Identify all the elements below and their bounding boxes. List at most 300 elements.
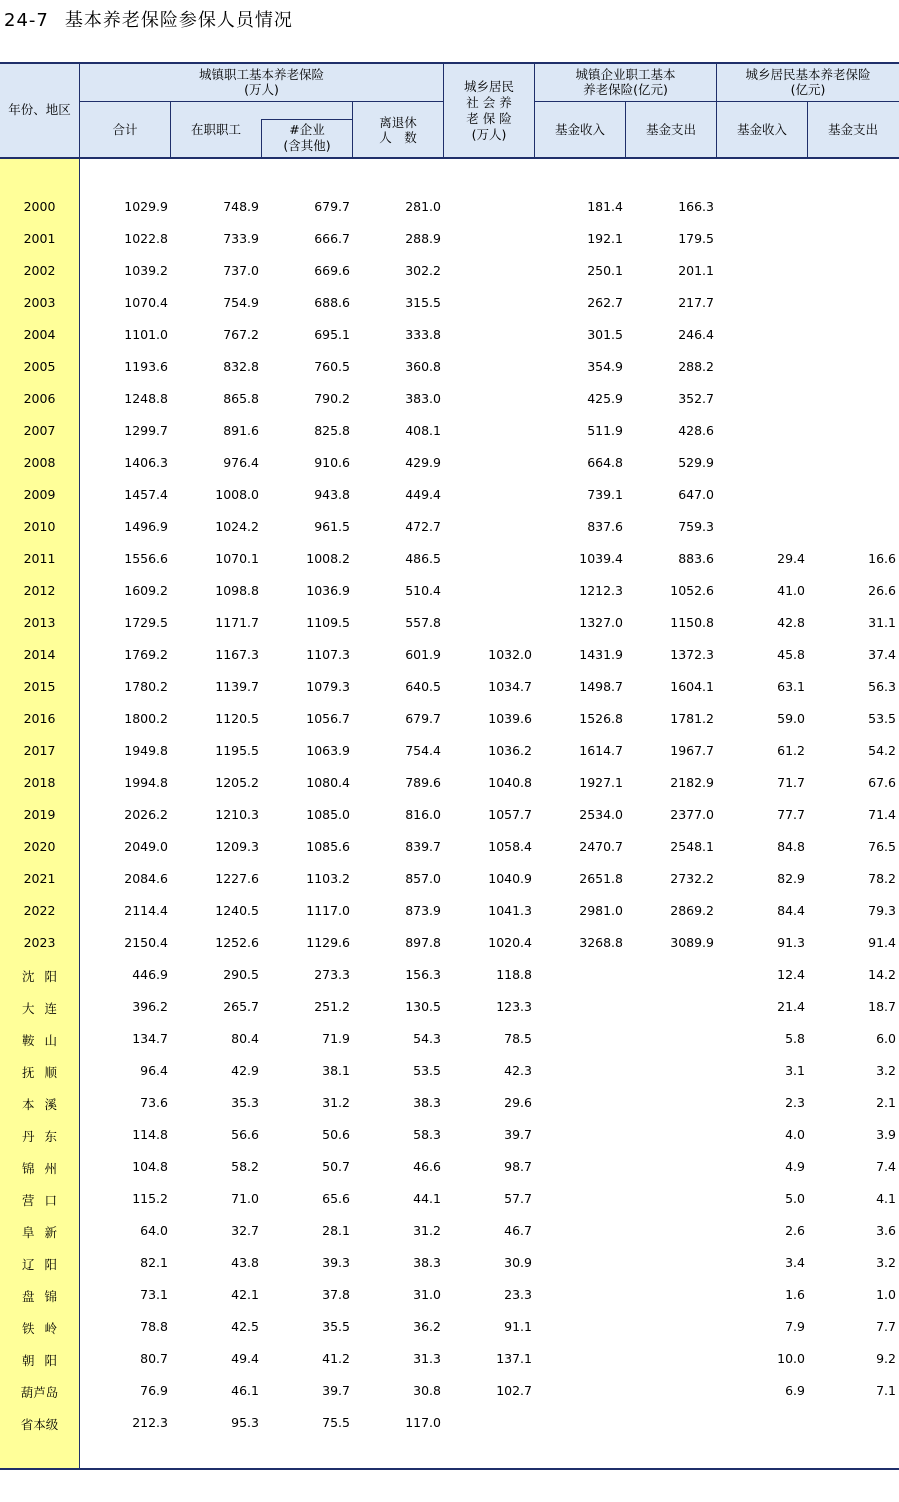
cell-enterprise: 1063.9 [306, 743, 350, 758]
table-row [0, 702, 899, 734]
cell-retired: 857.0 [405, 871, 441, 886]
cell-resident-insured: 102.7 [496, 1383, 532, 1398]
row-label: 沈阳 [21, 969, 67, 984]
cell-retired: 30.8 [413, 1383, 441, 1398]
cell-enterprise-fund-expense: 1052.6 [670, 583, 714, 598]
table-row [0, 478, 899, 510]
cell-enterprise-fund-income: 2651.8 [579, 871, 623, 886]
total-header: 合计 [112, 122, 138, 137]
cell-enterprise: 71.9 [322, 1031, 350, 1046]
table-row [0, 638, 899, 670]
row-label: 盘锦 [21, 1289, 67, 1304]
cell-employed: 35.3 [231, 1095, 259, 1110]
row-label: 2016 [23, 711, 56, 726]
cell-enterprise: 825.8 [314, 423, 350, 438]
table-row [0, 222, 899, 254]
cell-resident-fund-expense: 7.1 [876, 1383, 896, 1398]
cell-employed: 32.7 [231, 1223, 259, 1238]
cell-retired: 449.4 [405, 487, 441, 502]
table-row [0, 1406, 899, 1438]
cell-enterprise-fund-expense: 2732.2 [670, 871, 714, 886]
cell-enterprise-fund-income: 837.6 [587, 519, 623, 534]
cell-total: 73.1 [140, 1287, 168, 1302]
cell-resident-insured: 1034.7 [488, 679, 532, 694]
cell-employed: 49.4 [231, 1351, 259, 1366]
cell-retired: 288.9 [405, 231, 441, 246]
cell-resident-insured: 1058.4 [488, 839, 532, 854]
cell-resident-fund-expense: 3.2 [876, 1063, 896, 1078]
table-row [0, 1182, 899, 1214]
table-title [4, 6, 293, 32]
cell-resident-fund-expense: 91.4 [868, 935, 896, 950]
bottom-rule [0, 1468, 899, 1470]
row-label: 葫芦岛 [20, 1385, 59, 1400]
cell-resident-insured: 29.6 [504, 1095, 532, 1110]
cell-enterprise-fund-income: 1614.7 [579, 743, 623, 758]
cell-employed: 737.0 [223, 263, 259, 278]
cell-enterprise-fund-expense: 201.1 [678, 263, 714, 278]
cell-employed: 1209.3 [215, 839, 259, 854]
row-label: 阜新 [21, 1225, 67, 1240]
cell-enterprise-fund-income: 511.9 [587, 423, 623, 438]
cell-resident-fund-expense: 1.0 [876, 1287, 896, 1302]
cell-resident-insured: 137.1 [496, 1351, 532, 1366]
cell-employed: 71.0 [231, 1191, 259, 1206]
cell-employed: 43.8 [231, 1255, 259, 1270]
cell-total: 2114.4 [124, 903, 168, 918]
cell-total: 134.7 [132, 1031, 168, 1046]
cell-resident-fund-income: 91.3 [777, 935, 805, 950]
cell-resident-fund-income: 82.9 [777, 871, 805, 886]
cell-resident-insured: 39.7 [504, 1127, 532, 1142]
cell-enterprise-fund-expense: 246.4 [678, 327, 714, 342]
cell-resident-fund-expense: 3.2 [876, 1255, 896, 1270]
cell-retired: 486.5 [405, 551, 441, 566]
cell-retired: 873.9 [405, 903, 441, 918]
cell-total: 80.7 [140, 1351, 168, 1366]
table-row [0, 734, 899, 766]
cell-enterprise: 39.3 [322, 1255, 350, 1270]
cell-resident-insured: 57.7 [504, 1191, 532, 1206]
cell-employed: 1252.6 [215, 935, 259, 950]
cell-employed: 1139.7 [215, 679, 259, 694]
row-label: 2015 [23, 679, 56, 694]
row-label: 2002 [23, 263, 56, 278]
table-row [0, 958, 899, 990]
cell-employed: 1205.2 [215, 775, 259, 790]
table-row [0, 1310, 899, 1342]
cell-resident-fund-income: 63.1 [777, 679, 805, 694]
cell-total: 1299.7 [124, 423, 168, 438]
cell-retired: 54.3 [413, 1031, 441, 1046]
row-label: 2014 [23, 647, 56, 662]
cell-resident-insured: 78.5 [504, 1031, 532, 1046]
cell-retired: 53.5 [413, 1063, 441, 1078]
cell-resident-fund-income: 29.4 [777, 551, 805, 566]
cell-enterprise: 1103.2 [306, 871, 350, 886]
table-row [0, 1278, 899, 1310]
row-label: 2003 [23, 295, 56, 310]
cell-employed: 1171.7 [215, 615, 259, 630]
row-label: 辽阳 [21, 1257, 67, 1272]
cell-enterprise: 31.2 [322, 1095, 350, 1110]
cell-employed: 42.9 [231, 1063, 259, 1078]
cell-enterprise-fund-income: 181.4 [587, 199, 623, 214]
top-rule [0, 62, 899, 64]
cell-employed: 1227.6 [215, 871, 259, 886]
cell-resident-fund-income: 3.4 [785, 1255, 805, 1270]
cell-employed: 1024.2 [215, 519, 259, 534]
resident-fund-header: 城乡居民基本养老保险 [745, 67, 871, 82]
cell-enterprise: 961.5 [314, 519, 350, 534]
cell-retired: 383.0 [405, 391, 441, 406]
cell-enterprise-fund-income: 1039.4 [579, 551, 623, 566]
cell-enterprise: 37.8 [322, 1287, 350, 1302]
cell-employed: 1008.0 [215, 487, 259, 502]
resident-header: 城乡居民 [463, 79, 514, 94]
cell-resident-fund-expense: 3.9 [876, 1127, 896, 1142]
resident-fund-income-header: 基金收入 [736, 122, 787, 137]
cell-retired: 816.0 [405, 807, 441, 822]
cell-enterprise: 65.6 [322, 1191, 350, 1206]
row-label-header: 年份、地区 [8, 102, 71, 117]
cell-total: 96.4 [140, 1063, 168, 1078]
cell-resident-fund-income: 61.2 [777, 743, 805, 758]
cell-retired: 36.2 [413, 1319, 441, 1334]
cell-resident-fund-expense: 37.4 [868, 647, 896, 662]
cell-employed: 290.5 [223, 967, 259, 982]
cell-enterprise: 38.1 [322, 1063, 350, 1078]
fund-income-header: 基金收入 [554, 122, 605, 137]
cell-employed: 42.5 [231, 1319, 259, 1334]
cell-resident-fund-expense: 26.6 [868, 583, 896, 598]
cell-resident-fund-income: 3.1 [785, 1063, 805, 1078]
cell-total: 64.0 [140, 1223, 168, 1238]
cell-enterprise-fund-income: 1498.7 [579, 679, 623, 694]
cell-total: 115.2 [132, 1191, 168, 1206]
cell-total: 1994.8 [124, 775, 168, 790]
cell-resident-fund-income: 41.0 [777, 583, 805, 598]
cell-enterprise-fund-expense: 883.6 [678, 551, 714, 566]
cell-total: 1496.9 [124, 519, 168, 534]
cell-total: 1949.8 [124, 743, 168, 758]
cell-employed: 80.4 [231, 1031, 259, 1046]
cell-enterprise-fund-income: 664.8 [587, 455, 623, 470]
cell-total: 396.2 [132, 999, 168, 1014]
table-row [0, 286, 899, 318]
cell-total: 114.8 [132, 1127, 168, 1142]
cell-enterprise: 1107.3 [306, 647, 350, 662]
cell-resident-fund-income: 12.4 [777, 967, 805, 982]
table-row [0, 766, 899, 798]
cell-enterprise-fund-income: 425.9 [587, 391, 623, 406]
table-row [0, 318, 899, 350]
cell-resident-fund-income: 71.7 [777, 775, 805, 790]
cell-total: 2150.4 [124, 935, 168, 950]
cell-retired: 640.5 [405, 679, 441, 694]
cell-resident-fund-expense: 2.1 [876, 1095, 896, 1110]
cell-retired: 429.9 [405, 455, 441, 470]
retired-header-line2: 人 数 [379, 130, 417, 145]
cell-enterprise-fund-income: 739.1 [587, 487, 623, 502]
cell-resident-insured: 1020.4 [488, 935, 532, 950]
cell-total: 1609.2 [124, 583, 168, 598]
cell-enterprise-fund-expense: 2377.0 [670, 807, 714, 822]
cell-total: 1729.5 [124, 615, 168, 630]
row-label: 2020 [23, 839, 56, 854]
cell-enterprise-fund-income: 1212.3 [579, 583, 623, 598]
cell-enterprise-fund-expense: 179.5 [678, 231, 714, 246]
row-label: 2013 [23, 615, 56, 630]
cell-enterprise: 273.3 [314, 967, 350, 982]
cell-enterprise-fund-income: 192.1 [587, 231, 623, 246]
cell-employed: 733.9 [223, 231, 259, 246]
cell-employed: 1098.8 [215, 583, 259, 598]
cell-total: 1780.2 [124, 679, 168, 694]
cell-resident-fund-income: 59.0 [777, 711, 805, 726]
cell-enterprise-fund-income: 1327.0 [579, 615, 623, 630]
cell-retired: 31.3 [413, 1351, 441, 1366]
cell-resident-insured: 23.3 [504, 1287, 532, 1302]
cell-retired: 510.4 [405, 583, 441, 598]
cell-total: 2084.6 [124, 871, 168, 886]
cell-total: 1022.8 [124, 231, 168, 246]
cell-resident-insured: 1057.7 [488, 807, 532, 822]
cell-total: 2049.0 [124, 839, 168, 854]
table-title-text: 基本养老保险参保人员情况 [64, 10, 293, 31]
cell-retired: 472.7 [405, 519, 441, 534]
cell-enterprise-fund-income: 1927.1 [579, 775, 623, 790]
cell-resident-insured: 118.8 [496, 967, 532, 982]
cell-resident-insured: 123.3 [496, 999, 532, 1014]
row-label: 本溪 [21, 1097, 67, 1112]
table-row [0, 1022, 899, 1054]
cell-enterprise: 790.2 [314, 391, 350, 406]
pension-table [0, 62, 899, 1470]
row-label: 抚顺 [21, 1065, 67, 1080]
cell-retired: 44.1 [413, 1191, 441, 1206]
cell-enterprise: 1109.5 [306, 615, 350, 630]
row-label: 鞍山 [21, 1033, 67, 1048]
row-label: 2004 [23, 327, 56, 342]
cell-enterprise: 760.5 [314, 359, 350, 374]
cell-retired: 281.0 [405, 199, 441, 214]
cell-retired: 31.2 [413, 1223, 441, 1238]
resident-header-unit: (万人) [471, 127, 507, 142]
cell-enterprise: 910.6 [314, 455, 350, 470]
cell-resident-fund-expense: 4.1 [876, 1191, 896, 1206]
enterprise-fund-header: 城镇企业职工基本 [575, 67, 676, 82]
cell-enterprise: 50.7 [322, 1159, 350, 1174]
cell-enterprise-fund-income: 3268.8 [579, 935, 623, 950]
table-row [0, 1118, 899, 1150]
cell-resident-fund-income: 4.0 [785, 1127, 805, 1142]
cell-resident-fund-expense: 3.6 [876, 1223, 896, 1238]
cell-employed: 976.4 [223, 455, 259, 470]
cell-total: 78.8 [140, 1319, 168, 1334]
cell-total: 1039.2 [124, 263, 168, 278]
cell-total: 1406.3 [124, 455, 168, 470]
cell-retired: 557.8 [405, 615, 441, 630]
cell-retired: 839.7 [405, 839, 441, 854]
cell-total: 104.8 [132, 1159, 168, 1174]
cell-employed: 1195.5 [215, 743, 259, 758]
cell-total: 1029.9 [124, 199, 168, 214]
cell-employed: 265.7 [223, 999, 259, 1014]
table-row [0, 1086, 899, 1118]
row-label: 2017 [23, 743, 56, 758]
cell-retired: 315.5 [405, 295, 441, 310]
cell-enterprise: 1036.9 [306, 583, 350, 598]
table-row [0, 542, 899, 574]
cell-enterprise-fund-expense: 288.2 [678, 359, 714, 374]
cell-enterprise: 75.5 [322, 1415, 350, 1430]
cell-enterprise: 943.8 [314, 487, 350, 502]
row-label: 2012 [23, 583, 56, 598]
cell-retired: 46.6 [413, 1159, 441, 1174]
cell-enterprise-fund-income: 301.5 [587, 327, 623, 342]
cell-employed: 1210.3 [215, 807, 259, 822]
header-bottom-rule [0, 157, 899, 159]
cell-resident-insured: 1039.6 [488, 711, 532, 726]
cell-enterprise-fund-expense: 2869.2 [670, 903, 714, 918]
cell-resident-fund-expense: 56.3 [868, 679, 896, 694]
cell-retired: 130.5 [405, 999, 441, 1014]
table-row [0, 446, 899, 478]
resident-header-line2: 社 会 养 [466, 95, 512, 110]
table-row [0, 1150, 899, 1182]
urban-employee-unit: (万人) [244, 82, 279, 97]
cell-employed: 95.3 [231, 1415, 259, 1430]
cell-total: 1248.8 [124, 391, 168, 406]
cell-total: 1800.2 [124, 711, 168, 726]
cell-enterprise-fund-expense: 3089.9 [670, 935, 714, 950]
table-row [0, 830, 899, 862]
cell-retired: 679.7 [405, 711, 441, 726]
cell-resident-insured: 1040.9 [488, 871, 532, 886]
cell-total: 1070.4 [124, 295, 168, 310]
cell-resident-fund-expense: 78.2 [868, 871, 896, 886]
cell-enterprise-fund-income: 2470.7 [579, 839, 623, 854]
cell-enterprise: 1008.2 [306, 551, 350, 566]
cell-enterprise-fund-income: 1526.8 [579, 711, 623, 726]
cell-resident-fund-expense: 31.1 [868, 615, 896, 630]
cell-employed: 754.9 [223, 295, 259, 310]
row-label: 2008 [23, 455, 56, 470]
cell-enterprise-fund-expense: 1604.1 [670, 679, 714, 694]
retired-header: 离退休 [379, 115, 417, 130]
cell-enterprise: 35.5 [322, 1319, 350, 1334]
table-row [0, 1246, 899, 1278]
table-row [0, 510, 899, 542]
table-row [0, 894, 899, 926]
cell-employed: 1167.3 [215, 647, 259, 662]
cell-enterprise: 1129.6 [306, 935, 350, 950]
cell-employed: 56.6 [231, 1127, 259, 1142]
cell-enterprise: 1117.0 [306, 903, 350, 918]
cell-employed: 46.1 [231, 1383, 259, 1398]
cell-enterprise-fund-expense: 647.0 [678, 487, 714, 502]
employed-header: 在职职工 [190, 122, 241, 137]
cell-retired: 789.6 [405, 775, 441, 790]
resident-fund-expense-header: 基金支出 [827, 122, 878, 137]
urban-employee-header: 城镇职工基本养老保险 [198, 67, 324, 82]
cell-resident-fund-income: 45.8 [777, 647, 805, 662]
cell-employed: 865.8 [223, 391, 259, 406]
cell-retired: 117.0 [405, 1415, 441, 1430]
table-row [0, 798, 899, 830]
row-label: 2011 [23, 551, 56, 566]
fund-expense-header: 基金支出 [645, 122, 696, 137]
cell-resident-fund-income: 5.8 [785, 1031, 805, 1046]
cell-enterprise-fund-income: 250.1 [587, 263, 623, 278]
table-row [0, 1054, 899, 1086]
cell-enterprise: 666.7 [314, 231, 350, 246]
cell-total: 82.1 [140, 1255, 168, 1270]
cell-enterprise: 41.2 [322, 1351, 350, 1366]
cell-resident-fund-income: 77.7 [777, 807, 805, 822]
cell-enterprise-fund-expense: 1372.3 [670, 647, 714, 662]
cell-retired: 38.3 [413, 1255, 441, 1270]
cell-resident-insured: 98.7 [504, 1159, 532, 1174]
cell-resident-insured: 1036.2 [488, 743, 532, 758]
cell-enterprise-fund-expense: 2182.9 [670, 775, 714, 790]
row-label: 大连 [21, 1001, 67, 1016]
cell-resident-fund-expense: 54.2 [868, 743, 896, 758]
cell-resident-insured: 1041.3 [488, 903, 532, 918]
cell-retired: 156.3 [405, 967, 441, 982]
cell-resident-fund-expense: 79.3 [868, 903, 896, 918]
table-row [0, 670, 899, 702]
cell-employed: 748.9 [223, 199, 259, 214]
cell-resident-fund-expense: 53.5 [868, 711, 896, 726]
cell-resident-fund-expense: 14.2 [868, 967, 896, 982]
cell-enterprise-fund-expense: 759.3 [678, 519, 714, 534]
cell-enterprise-fund-income: 2981.0 [579, 903, 623, 918]
cell-resident-insured: 91.1 [504, 1319, 532, 1334]
cell-resident-fund-expense: 9.2 [876, 1351, 896, 1366]
cell-retired: 601.9 [405, 647, 441, 662]
table-row [0, 1374, 899, 1406]
cell-enterprise: 251.2 [314, 999, 350, 1014]
cell-employed: 58.2 [231, 1159, 259, 1174]
cell-enterprise: 695.1 [314, 327, 350, 342]
cell-total: 2026.2 [124, 807, 168, 822]
cell-resident-insured: 42.3 [504, 1063, 532, 1078]
cell-resident-insured: 46.7 [504, 1223, 532, 1238]
row-label: 锦州 [21, 1161, 67, 1176]
cell-resident-fund-expense: 18.7 [868, 999, 896, 1014]
cell-enterprise: 1080.4 [306, 775, 350, 790]
cell-enterprise-fund-expense: 1781.2 [670, 711, 714, 726]
cell-retired: 31.0 [413, 1287, 441, 1302]
cell-total: 73.6 [140, 1095, 168, 1110]
cell-enterprise-fund-expense: 1967.7 [670, 743, 714, 758]
row-label: 2010 [23, 519, 56, 534]
cell-enterprise: 1085.0 [306, 807, 350, 822]
cell-enterprise-fund-expense: 1150.8 [670, 615, 714, 630]
row-label: 2000 [23, 199, 56, 214]
table-row [0, 414, 899, 446]
cell-total: 1556.6 [124, 551, 168, 566]
cell-retired: 333.8 [405, 327, 441, 342]
cell-resident-fund-expense: 76.5 [868, 839, 896, 854]
cell-resident-fund-income: 6.9 [785, 1383, 805, 1398]
row-label: 丹东 [21, 1129, 67, 1144]
row-label: 2019 [23, 807, 56, 822]
cell-total: 446.9 [132, 967, 168, 982]
cell-resident-insured: 30.9 [504, 1255, 532, 1270]
